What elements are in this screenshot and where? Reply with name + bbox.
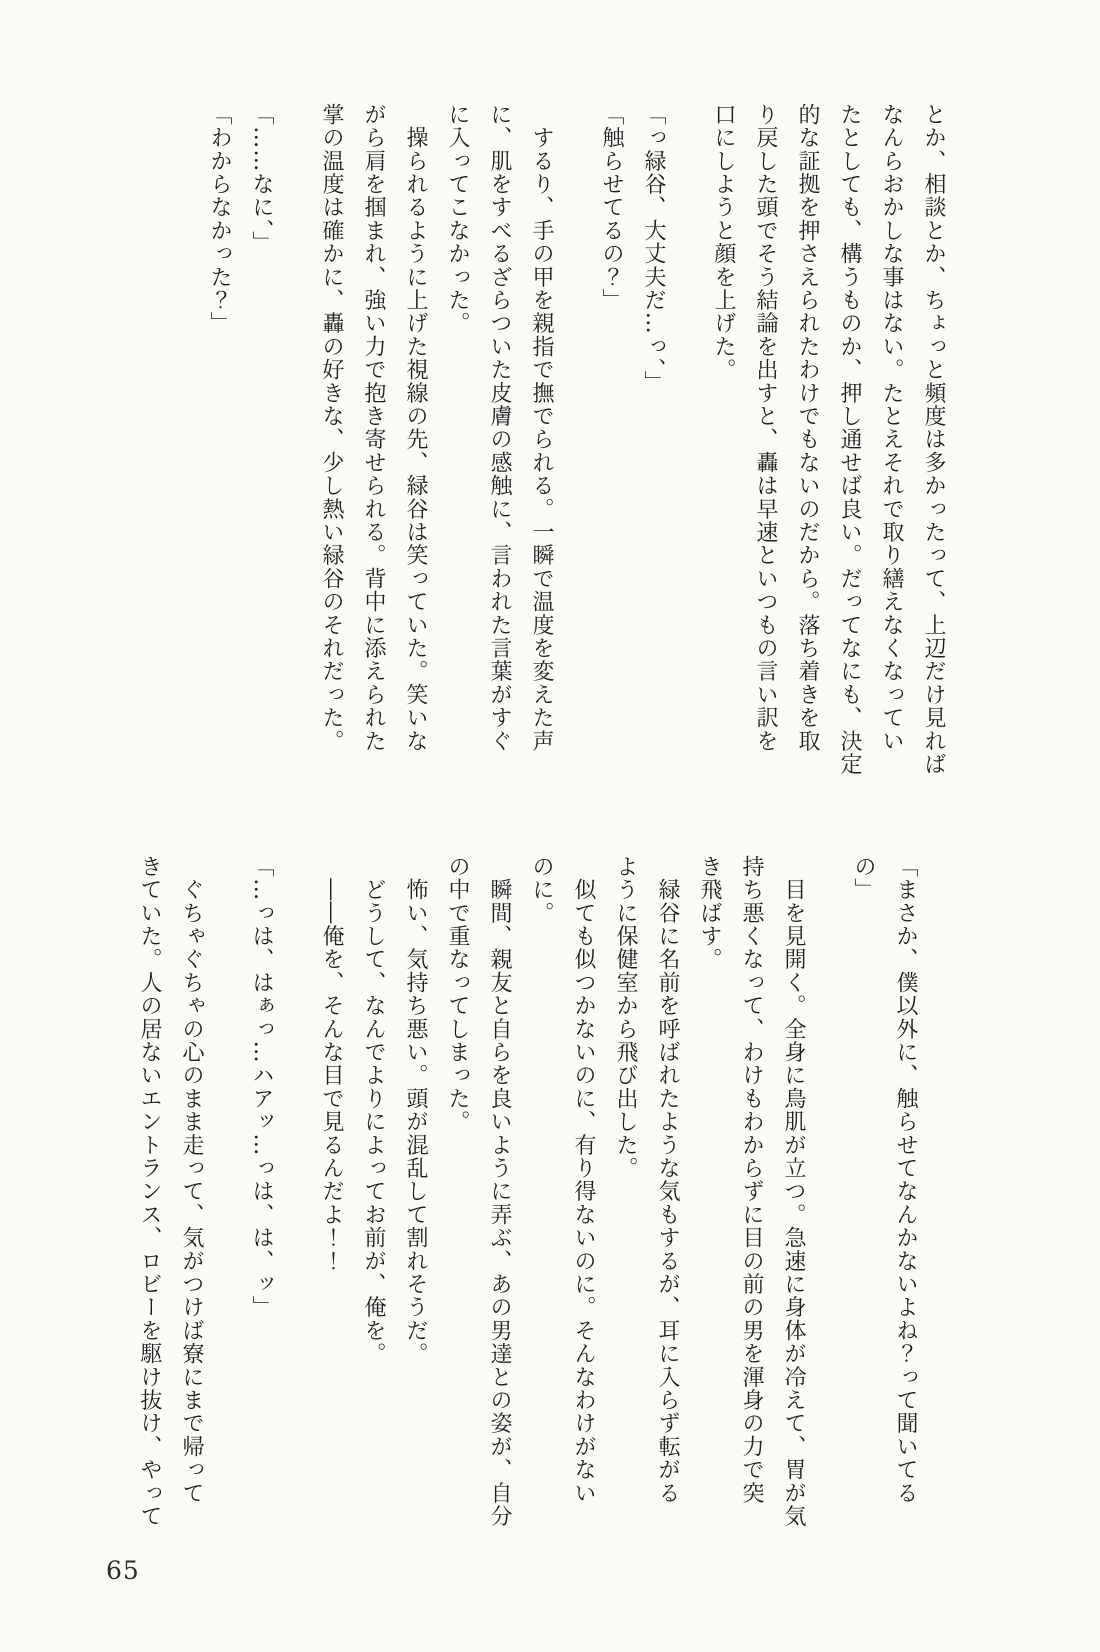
text-line: どうして、なんでよりによってお前が、俺を。 (361, 855, 386, 1366)
text-line: ように保健室から飛び出した。 (613, 855, 638, 1180)
text-line: するり、手の甲を親指で撫でられる。一瞬で温度を変えた声 (529, 103, 554, 753)
text-line: 似ても似つかないのに、有り得ないのに。そんなわけがない (571, 855, 596, 1505)
text-line: 目を見開く。全身に鳥肌が立つ。急速に身体が冷えて、胃が気 (781, 855, 806, 1528)
dialogue-line: 「…っは、はぁっ…ハアッ…っは、は、ッ」 (249, 855, 274, 1319)
paragraph-group (688, 855, 814, 1543)
dialogue-line: 「触らせてるの？」 (599, 103, 624, 312)
text-line: たとしても、構うものか、押し通せば良い。だってなにも、決定 (837, 103, 862, 776)
text-line: きていた。人の居ないエントランス、ロビーを駆け抜け、やって (137, 855, 162, 1528)
text-line: に、肌をすべるざらついた皮膚の感触に、言われた言葉がすぐ (487, 103, 512, 753)
text-line: とか、相談とか、ちょっと頻度は多かったって、上辺だけ見れば (921, 103, 946, 776)
dialogue-line: 「っ緑谷、大丈夫だ…っ、」 (641, 103, 666, 394)
text-line: き飛ばす。 (697, 855, 722, 971)
dialogue-line: 「まさか、僕以外に、触らせてなんかないよね？って聞いてる (893, 855, 918, 1505)
text-line: のに。 (529, 855, 554, 925)
paragraph-group (310, 103, 562, 791)
text-line: 持ち悪くなって、わけもわからずに目の前の男を渾身の力で突 (739, 855, 764, 1505)
text-line: 怖い、気持ち悪い。頭が混乱して割れそうだ。 (403, 855, 428, 1366)
text-line: 口にしようと顔を上げた。 (711, 103, 736, 382)
paragraph-group (604, 855, 688, 1543)
text-line: に入ってこなかった。 (445, 103, 470, 335)
text-block-bottom (128, 855, 954, 1543)
page-number: 65 (106, 1556, 140, 1585)
dialogue-group (240, 855, 282, 1543)
paragraph-group (520, 855, 604, 1543)
text-line: 緑谷に名前を呼ばれたような気もするが、耳に入らず転がる (655, 855, 680, 1505)
paragraph-group (310, 855, 352, 1543)
text-line: 瞬間、親友と自らを良いように弄ぶ、あの男達との姿が、自分 (487, 855, 512, 1528)
text-line: ぐちゃぐちゃの心のまま走って、気がつけば寮にまで帰って (179, 855, 204, 1505)
text-line: り戻した頭でそう結論を出すと、轟は早速といつもの言い訳を (753, 103, 778, 753)
text-line: なんらおかしな事はない。たとえそれで取り繕えなくなってい (879, 103, 904, 753)
text-line: 的な証拠を押さえられたわけでもないのだから。落ち着きを取 (795, 103, 820, 753)
paragraph-group (128, 855, 212, 1543)
dialogue-line: 「わからなかった？」 (207, 103, 232, 335)
text-line: がら肩を掴まれ、強い力で抱き寄せられる。背中に添えられた (361, 103, 386, 753)
paragraph-group (436, 855, 520, 1543)
text-line: 操られるように上げた視線の先、緑谷は笑っていた。笑いな (403, 103, 428, 753)
text-block-top (170, 103, 954, 791)
paragraph-group (352, 855, 394, 1543)
dialogue-group (198, 103, 282, 791)
dialogue-group (590, 103, 674, 791)
dialogue-line: の」 (851, 855, 876, 902)
text-line: の中で重なってしまった。 (445, 855, 470, 1134)
text-line: ――俺を、そんな目で見るんだよ！！ (319, 855, 344, 1273)
paragraph-group (394, 855, 436, 1543)
text-line: 掌の温度は確かに、轟の好きな、少し熱い緑谷のそれだった。 (319, 103, 344, 753)
dialogue-line: 「……なに、」 (249, 103, 274, 255)
paragraph-group (702, 103, 954, 791)
dialogue-group (842, 855, 926, 1543)
